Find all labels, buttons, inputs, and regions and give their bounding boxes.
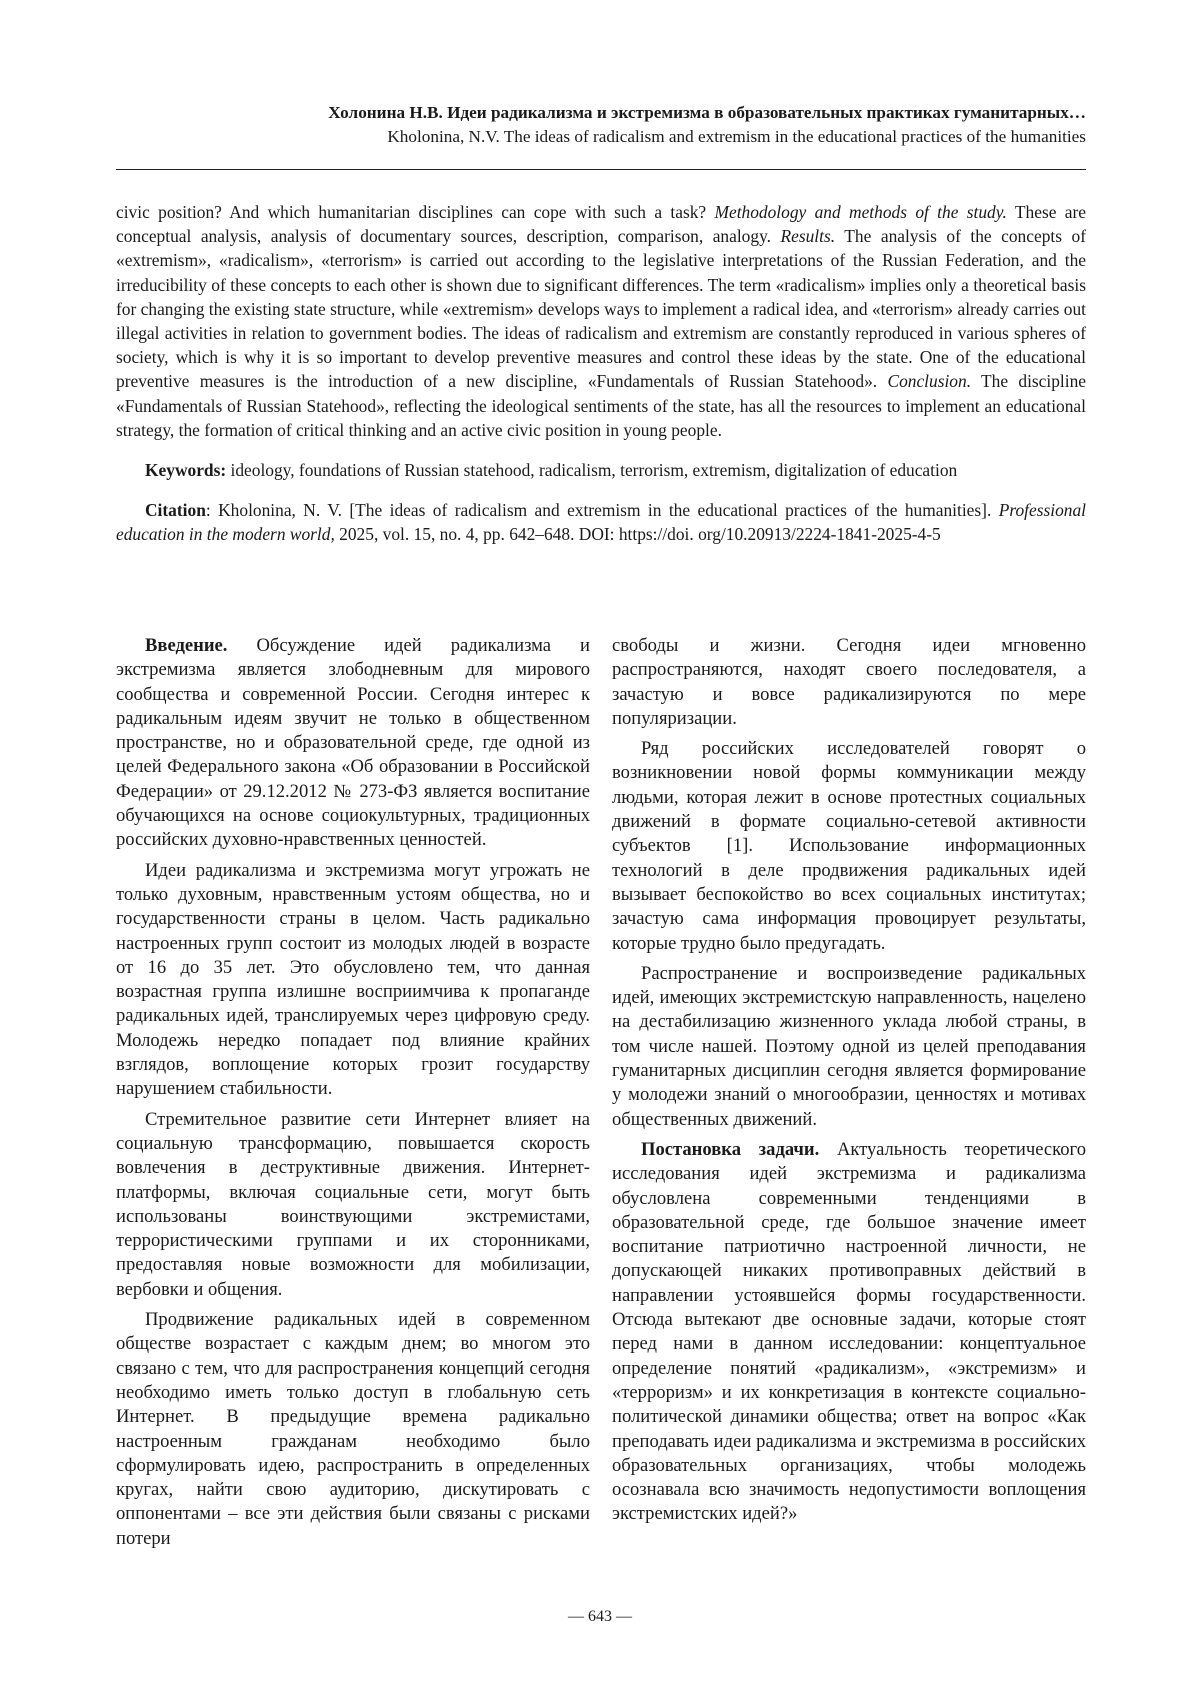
body-paragraph: Ряд российских исследователей говорят о возникновении новой формы коммуникации между людьми, которая лежит в основе протестных социальных движений в формате социально-сетевой активности субъектов [1]. Использование информационных технологий в деле продвижения радикальных идей вызывает беспокойство во всех социальных институтах; зачастую сама информация провоцирует результаты, которые трудно было предугадать.: [612, 738, 1086, 954]
citation-label: Citation: [145, 500, 206, 521]
keywords: [116, 458, 1086, 482]
keywords-label: Keywords:: [145, 460, 227, 481]
citation-journal: Professional education in the modern world,: [116, 500, 1086, 545]
paragraph-text: Актуальность теоретического исследования идей экстремизма и радикализма обусловлена современными тенденциями в образовательной среде, где большое значение имеет воспитание патриотично настроенной личности, не допускающей никаких противоправных действий в направлении устоявшейся формы государственности. Отсюда вытекают две основные задачи, которые стоят перед нами в данном исследовании: концептуальное определение понятий «радикализм», «экстремизм» и «терроризм» и их конкретизация в контексте социально-политической динамики общества; ответ на вопрос «Как преподавать идеи радикализма и экстремизма в российских образовательных организациях, чтобы молодежь осознавала всю значимость недопустимости воплощения экстремистских идей?»: [612, 1138, 1087, 1525]
running-head: [116, 101, 1086, 149]
body-paragraph: Продвижение радикальных идей в современном обществе возрастает с каждым днем; во многом это связано с тем, что для распространения концепций сегодня необходимо иметь только доступ в глобальную сеть Интернет. В предыдущие времена радикально настроенным гражданам необходимо было сформулировать идею, распространить в определенных кругах, найти свою аудиторию, дискутировать с оппонентами – все эти действия были связаны с рисками потери: [116, 1309, 590, 1549]
abstract-block: [116, 200, 1086, 547]
citation: [116, 498, 1086, 546]
keywords-text: ideology, foundations of Russian statehood, radicalism, terrorism, extremism, digitalization of education: [226, 460, 958, 481]
section-heading-intro: Введение.: [145, 635, 228, 656]
abstract-text: These are conceptual analysis, analysis of documentary sources, description, comparison, analogy.: [116, 202, 1086, 247]
header-divider: [116, 169, 1086, 170]
body-column-left: [116, 634, 590, 1557]
running-head-title-en: Kholonina, N.V. The ideas of radicalism and extremism in the educational practices of the humanities: [387, 127, 1086, 146]
abstract-text: civic position? And which humanitarian disciplines can cope with such a task?: [116, 202, 715, 222]
body-paragraph-continued: свободы и жизни. Сегодня идеи мгновенно распространяются, находят своего последователя, а зачастую и вовсе радикализируются по мере популяризации.: [612, 635, 1086, 729]
abstract-conclusion-label: Conclusion.: [887, 371, 972, 392]
intro-paragraph: [116, 634, 590, 853]
body-column-right: [612, 634, 1086, 1533]
section-heading-task: Постановка задачи.: [641, 1138, 820, 1160]
citation-text: : Kholonina, N. V. [The ideas of radicalism and extremism in the educational practices of the humanities].: [205, 500, 999, 521]
running-head-title-ru: Холонина Н.В. Идеи радикализма и экстремизма в образовательных практиках гуманитарных…: [328, 103, 1086, 122]
task-paragraph: [612, 1138, 1086, 1527]
paragraph-text: Обсуждение идей радикализма и экстремизма является злободневным для мирового сообщества и современной России. Сегодня интерес к радикальным идеям звучит не только в общественном пространстве, но и образовательной среде, где одной из целей Федерального закона «Об образовании в Российской Федерации» от 29.12.2012 № 273-ФЗ является воспитание обучающихся на основе социокультурных, традиционных российских духовно-нравственных ценностей.: [116, 635, 590, 851]
abstract-results-label: Results.: [780, 226, 836, 247]
citation-text: 2025, vol. 15, no. 4, pp. 642–648. DOI: https://doi. org/10.20913/2224-1841-2025-4-5: [334, 524, 941, 545]
body-paragraph: Стремительное развитие сети Интернет влияет на социальную трансформацию, повышается скорость вовлечения в деструктивные движения. Интернет-платформы, включая социальные сети, могут быть использованы воинствующими экстремистами, террористическими группами и их сторонниками, предоставляя новые возможности для мобилизации, вербовки и общения.: [116, 1108, 590, 1300]
abstract-methods-label: Methodology and methods of the study.: [714, 202, 1007, 222]
body-paragraph: Распространение и воспроизведение радикальных идей, имеющих экстремистскую направленность, нацелено на дестабилизацию жизненного уклада любой страны, в том числе нашей. Поэтому одной из целей преподавания гуманитарных дисциплин сегодня является формирование у молодежи знаний о многообразии, ценностях и мотивах общественных движений.: [612, 962, 1086, 1130]
page-number: — 643 —: [568, 1608, 632, 1625]
body-paragraph: Идеи радикализма и экстремизма могут угрожать не только духовным, нравственным устоям общества, но и государственности страны в целом. Часть радикально настроенных групп состоит из молодых людей в возрасте от 16 до 35 лет. Это обусловлено тем, что данная возрастная группа излишне восприимчива к пропаганде радикальных идей, транслируемых через цифровую среду. Молодежь нередко попадает под влияние крайних взглядов, воплощение которых грозит государству нарушением стабильности.: [116, 859, 590, 1100]
abstract-text: The analysis of the concepts of «extremism», «radicalism», «terrorism» is carried out according to the legislative interpretations of the Russian Federation, and the irreducibility of these concepts to each other is shown due to significant differences. The term «radicalism» implies only a theoretical basis for changing the existing state structure, while «extremism» develops ways to implement a radical idea, and «terrorism» already carries out illegal activities in relation to government bodies. The ideas of radicalism and extremism are constantly reproduced in various spheres of society, which is why it is so important to develop preventive measures and control these ideas by the state. One of the educational preventive measures is the introduction of a new discipline, «Fundamentals of Russian Statehood».: [116, 226, 1086, 392]
abstract-text: The discipline «Fundamentals of Russian Statehood», reflecting the ideological sentiments of the state, has all the resources to implement an educational strategy, the formation of critical thinking and an active civic position in young people.: [116, 371, 1086, 440]
abstract-paragraph: [116, 200, 1086, 442]
